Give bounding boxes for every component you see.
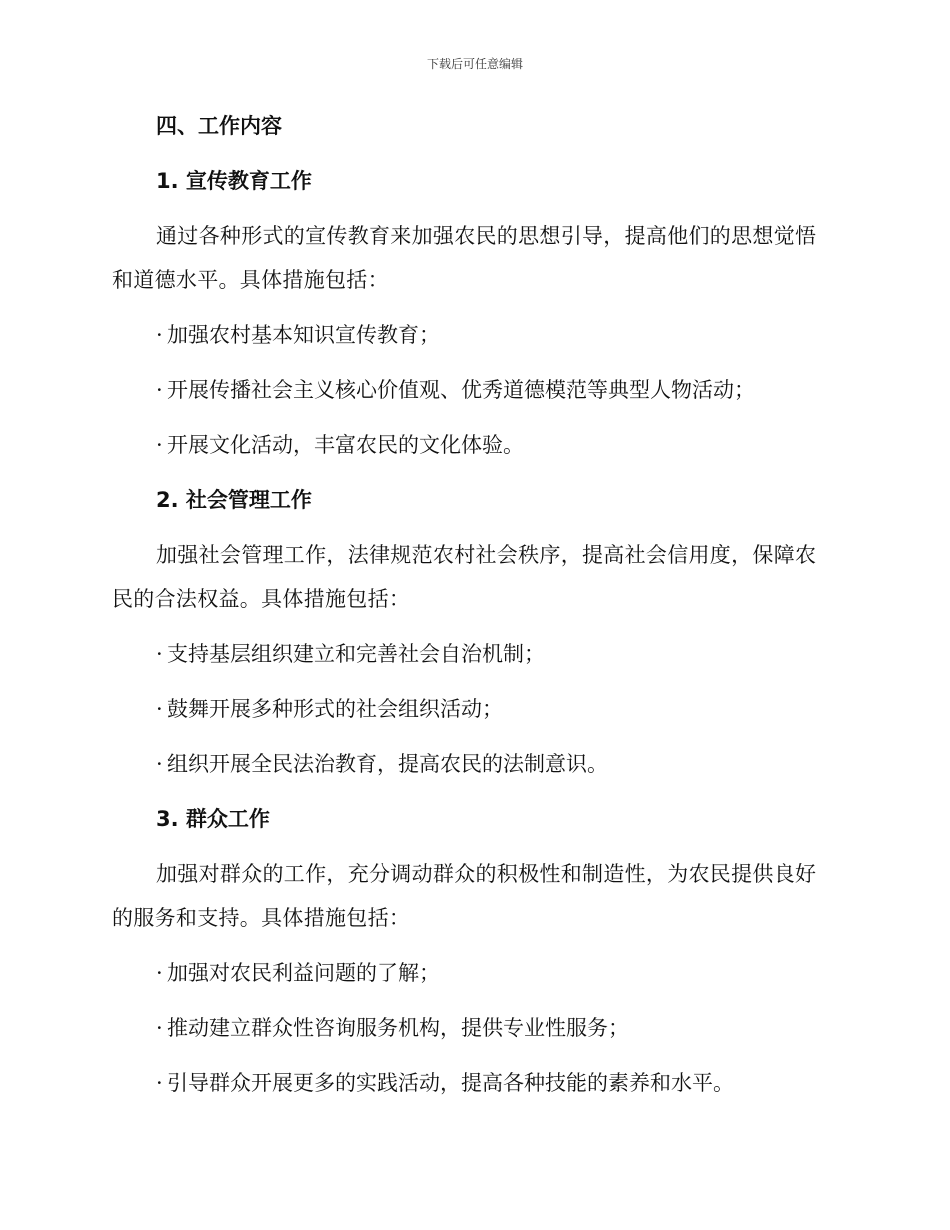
list-item <box>112 742 832 786</box>
bullet-icon: · <box>156 642 163 666</box>
list-item <box>112 1006 832 1050</box>
list-item-text: 支持基层组织建立和完善社会自治机制； <box>167 642 545 666</box>
bullet-icon: · <box>156 378 163 402</box>
main-heading: 四、工作内容 <box>156 114 282 138</box>
list-item <box>112 423 832 467</box>
list-item <box>112 313 832 357</box>
list-item-text: 组织开展全民法治教育，提高农民的法制意识。 <box>167 752 608 776</box>
bullet-icon: · <box>156 697 163 721</box>
section-intro: 通过各种形式的宣传教育来加强农民的思想引导，提高他们的思想觉悟和道德水平。具体措施包括： <box>112 224 817 292</box>
list-item <box>112 632 832 676</box>
section-title: 2. 社会管理工作 <box>156 488 312 512</box>
bullet-icon: · <box>156 1071 163 1095</box>
list-item-text: 引导群众开展更多的实践活动，提高各种技能的素养和水平。 <box>167 1071 734 1095</box>
list-item-text: 加强对农民利益问题的了解； <box>167 961 440 985</box>
section-title: 3. 群众工作 <box>156 807 270 831</box>
bullet-icon: · <box>156 961 163 985</box>
section-title: 1. 宣传教育工作 <box>156 169 312 193</box>
bullet-icon: · <box>156 1016 163 1040</box>
list-item <box>112 951 832 995</box>
list-item-text: 开展传播社会主义核心价值观、优秀道德模范等典型人物活动； <box>167 378 755 402</box>
section-intro: 加强对群众的工作，充分调动群众的积极性和制造性，为农民提供良好的服务和支持。具体措施包括： <box>112 862 817 930</box>
list-item-text: 开展文化活动，丰富农民的文化体验。 <box>167 433 524 457</box>
list-item <box>112 368 832 412</box>
list-item <box>112 687 832 731</box>
section-intro: 加强社会管理工作，法律规范农村社会秩序，提高社会信用度，保障农民的合法权益。具体措施包括： <box>112 543 817 611</box>
list-item-text: 鼓舞开展多种形式的社会组织活动； <box>167 697 503 721</box>
list-item <box>112 1061 832 1105</box>
bullet-icon: · <box>156 323 163 347</box>
header-note: 下载后可任意编辑 <box>426 57 523 71</box>
bullet-icon: · <box>156 752 163 776</box>
list-item-text: 加强农村基本知识宣传教育； <box>167 323 440 347</box>
document-body <box>112 104 832 1116</box>
bullet-icon: · <box>156 433 163 457</box>
list-item-text: 推动建立群众性咨询服务机构，提供专业性服务； <box>167 1016 629 1040</box>
